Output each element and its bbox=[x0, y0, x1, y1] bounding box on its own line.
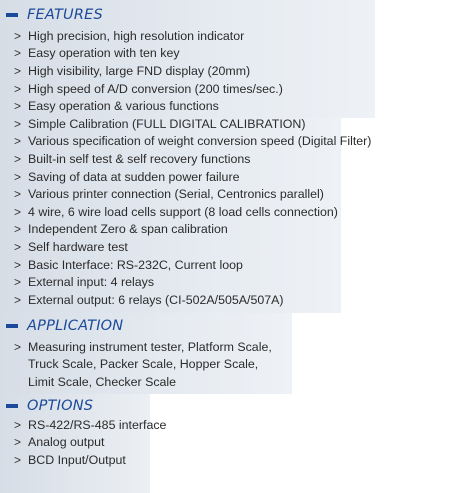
list-item-text: RS-422/RS-485 interface bbox=[28, 417, 167, 432]
list-item bbox=[14, 451, 166, 469]
list-item-text: Analog output bbox=[28, 435, 105, 450]
bullet-icon: > bbox=[14, 275, 22, 290]
list-item bbox=[14, 45, 371, 63]
list-item-text: Built-in self test & self recovery functions bbox=[28, 151, 251, 166]
list-item bbox=[14, 221, 371, 239]
bullet-icon: > bbox=[14, 292, 22, 307]
list-item bbox=[14, 416, 166, 434]
list-item bbox=[14, 185, 371, 203]
features-heading bbox=[6, 5, 103, 25]
list-item bbox=[14, 203, 371, 221]
list-item bbox=[14, 27, 371, 45]
bullet-icon: > bbox=[14, 257, 22, 272]
list-item bbox=[14, 168, 371, 186]
list-item-text: Self hardware test bbox=[28, 239, 128, 254]
bullet-icon: > bbox=[14, 63, 22, 78]
options-heading-text: OPTIONS bbox=[27, 398, 94, 414]
list-item-text: Basic Interface: RS-232C, Current loop bbox=[28, 257, 243, 272]
list-item-text: Various specification of weight conversion speed (Digital Filter) bbox=[28, 134, 372, 149]
list-item bbox=[14, 97, 371, 115]
list-item-text: Easy operation with ten key bbox=[28, 46, 180, 61]
bullet-icon: > bbox=[14, 99, 22, 114]
list-item bbox=[14, 150, 371, 168]
bullet-icon: > bbox=[14, 239, 22, 254]
list-item-text: High visibility, large FND display (20mm) bbox=[28, 63, 251, 78]
list-item-text: BCD Input/Output bbox=[28, 452, 126, 467]
bullet-icon: > bbox=[14, 339, 22, 354]
bullet-icon: > bbox=[14, 81, 22, 96]
list-item-text: Easy operation & various functions bbox=[28, 99, 219, 114]
application-line: > Measuring instrument tester, Platform Scale, bbox=[14, 339, 272, 354]
list-item bbox=[14, 133, 371, 151]
features-list bbox=[14, 27, 371, 309]
bullet-icon: > bbox=[14, 222, 22, 237]
bullet-icon: > bbox=[14, 46, 22, 61]
bullet-icon: > bbox=[14, 116, 22, 131]
list-item bbox=[14, 115, 371, 133]
list-item-text: High speed of A/D conversion (200 times/sec.) bbox=[28, 81, 283, 96]
list-item-text: External output: 6 relays (CI-502A/505A/507A) bbox=[28, 292, 284, 307]
heading-dash-icon bbox=[6, 324, 18, 328]
application-line: Limit Scale, Checker Scale bbox=[28, 374, 177, 389]
bullet-icon: > bbox=[14, 417, 22, 432]
list-item-text: External input: 4 relays bbox=[28, 275, 155, 290]
bullet-icon: > bbox=[14, 134, 22, 149]
list-item-text: Various printer connection (Serial, Centronics parallel) bbox=[28, 187, 324, 202]
application-heading-text: APPLICATION bbox=[27, 318, 124, 334]
list-item bbox=[14, 80, 371, 98]
application-list bbox=[14, 338, 272, 391]
list-item bbox=[14, 273, 371, 291]
list-item-text: Independent Zero & span calibration bbox=[28, 222, 228, 237]
features-heading-text: FEATURES bbox=[27, 7, 103, 23]
options-list bbox=[14, 416, 166, 469]
list-item bbox=[14, 62, 371, 80]
bullet-icon: > bbox=[14, 452, 22, 467]
list-item bbox=[14, 256, 371, 274]
list-item bbox=[14, 434, 166, 452]
bullet-icon: > bbox=[14, 204, 22, 219]
bullet-icon: > bbox=[14, 187, 22, 202]
list-item-text: Saving of data at sudden power failure bbox=[28, 169, 240, 184]
list-item bbox=[14, 291, 371, 309]
list-item-text: Simple Calibration (FULL DIGITAL CALIBRATION) bbox=[28, 116, 306, 131]
application-heading bbox=[6, 316, 123, 336]
heading-dash-icon bbox=[6, 13, 18, 17]
bullet-icon: > bbox=[14, 435, 22, 450]
bullet-icon: > bbox=[14, 169, 22, 184]
list-item-text: 4 wire, 6 wire load cells support (8 load cells connection) bbox=[28, 204, 338, 219]
options-heading bbox=[6, 396, 93, 416]
bullet-icon: > bbox=[14, 151, 22, 166]
list-item-text: High precision, high resolution indicator bbox=[28, 28, 245, 43]
bullet-icon: > bbox=[14, 28, 22, 43]
list-item bbox=[14, 238, 371, 256]
application-line: Truck Scale, Packer Scale, Hopper Scale, bbox=[28, 357, 259, 372]
heading-dash-icon bbox=[6, 404, 18, 408]
